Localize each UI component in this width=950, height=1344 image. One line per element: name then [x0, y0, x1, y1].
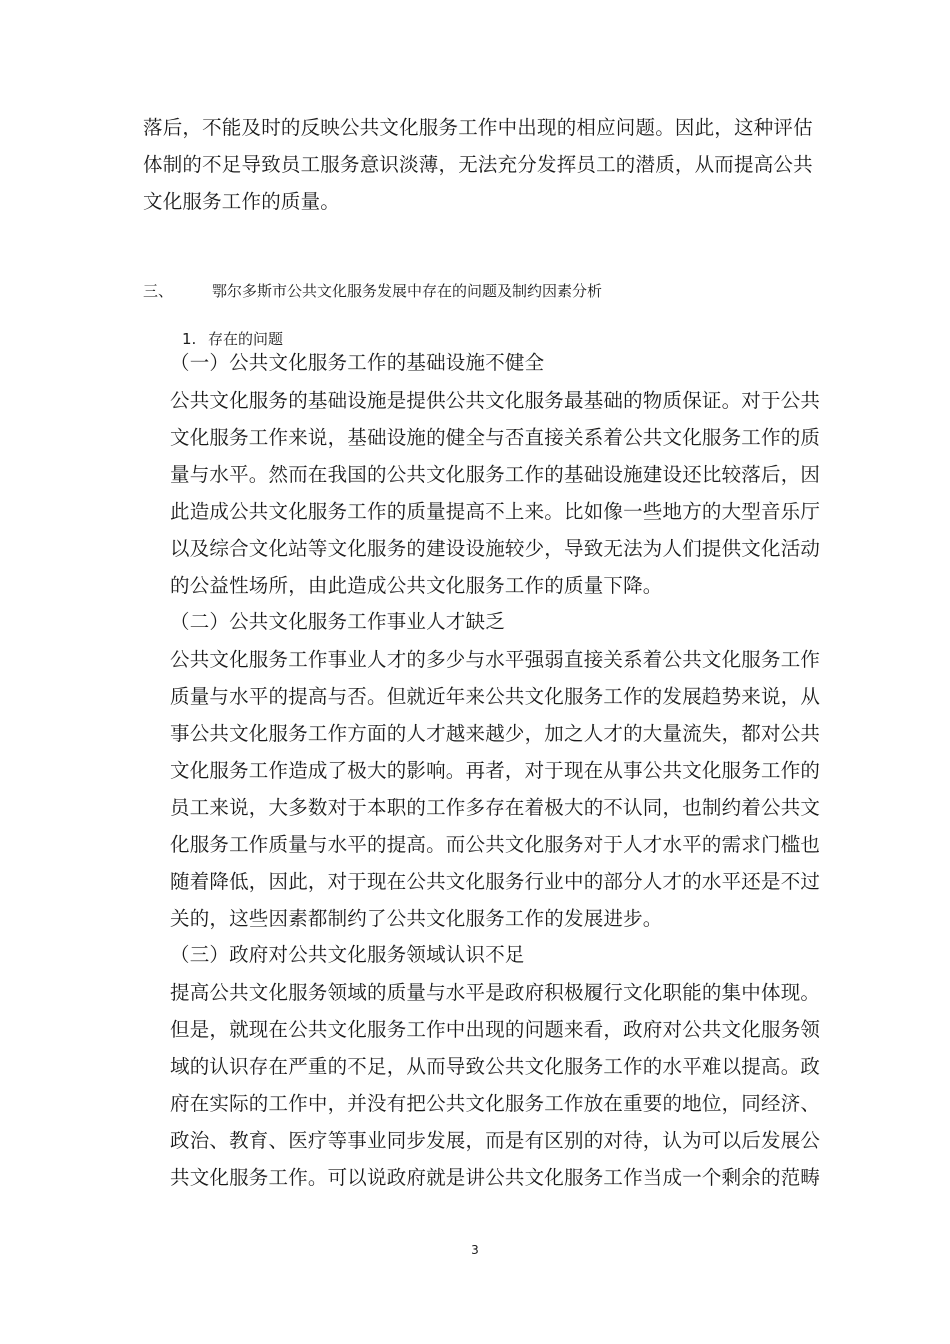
body-line: 文化服务工作来说，基础设施的健全与否直接关系着公共文化服务工作的质: [170, 426, 821, 449]
body-line: 公共文化服务工作事业人才的多少与水平强弱直接关系着公共文化服务工作: [170, 648, 821, 671]
body-line: 但是，就现在公共文化服务工作中出现的问题来看，政府对公共文化服务领: [170, 1018, 821, 1041]
body-line: 共文化服务工作。可以说政府就是讲公共文化服务工作当成一个剩余的范畴: [170, 1166, 821, 1189]
page-number: 3: [471, 1243, 479, 1257]
body-line: 化服务工作质量与水平的提高。而公共文化服务对于人才水平的需求门槛也: [170, 833, 821, 856]
body-line: 府在实际的工作中，并没有把公共文化服务工作放在重要的地位，同经济、: [170, 1092, 821, 1115]
item-heading: （三）政府对公共文化服务领域认识不足: [170, 943, 525, 966]
body-line: 随着降低，因此，对于现在公共文化服务行业中的部分人才的水平还是不过: [170, 870, 821, 893]
body-line: 事公共文化服务工作方面的人才越来越少，加之人才的大量流失，都对公共: [170, 722, 821, 745]
body-line: 此造成公共文化服务工作的质量提高不上来。比如像一些地方的大型音乐厅: [170, 500, 821, 523]
body-line: 公共文化服务的基础设施是提供公共文化服务最基础的物质保证。对于公共: [170, 389, 821, 412]
intro-line: 文化服务工作的质量。: [143, 190, 341, 213]
item-heading: （二）公共文化服务工作事业人才缺乏: [170, 610, 505, 633]
intro-line: 体制的不足导致员工服务意识淡薄，无法充分发挥员工的潜质，从而提高公共: [143, 153, 813, 176]
subsection-title: 存在的问题: [208, 330, 284, 348]
section-title: 鄂尔多斯市公共文化服务发展中存在的问题及制约因素分析: [212, 282, 603, 300]
section-number: 三、: [143, 282, 174, 300]
body-line: 关的，这些因素都制约了公共文化服务工作的发展进步。: [170, 907, 663, 930]
body-line: 的公益性场所，由此造成公共文化服务工作的质量下降。: [170, 574, 663, 597]
body-line: 以及综合文化站等文化服务的建设设施较少，导致无法为人们提供文化活动: [170, 537, 821, 560]
body-line: 员工来说，大多数对于本职的工作多存在着极大的不认同，也制约着公共文: [170, 796, 821, 819]
body-line: 量与水平。然而在我国的公共文化服务工作的基础设施建设还比较落后，因: [170, 463, 821, 486]
body-line: 质量与水平的提高与否。但就近年来公共文化服务工作的发展趋势来说，从: [170, 685, 821, 708]
body-line: 政治、教育、医疗等事业同步发展，而是有区别的对待，认为可以后发展公: [170, 1129, 821, 1152]
intro-line: 落后，不能及时的反映公共文化服务工作中出现的相应问题。因此，这种评估: [143, 116, 813, 139]
body-line: 文化服务工作造成了极大的影响。再者，对于现在从事公共文化服务工作的: [170, 759, 821, 782]
subsection-number: 1.: [182, 330, 197, 348]
item-heading: （一）公共文化服务工作的基础设施不健全: [170, 351, 545, 374]
body-line: 提高公共文化服务领域的质量与水平是政府积极履行文化职能的集中体现。: [170, 981, 821, 1004]
body-line: 域的认识存在严重的不足，从而导致公共文化服务工作的水平难以提高。政: [170, 1055, 821, 1078]
